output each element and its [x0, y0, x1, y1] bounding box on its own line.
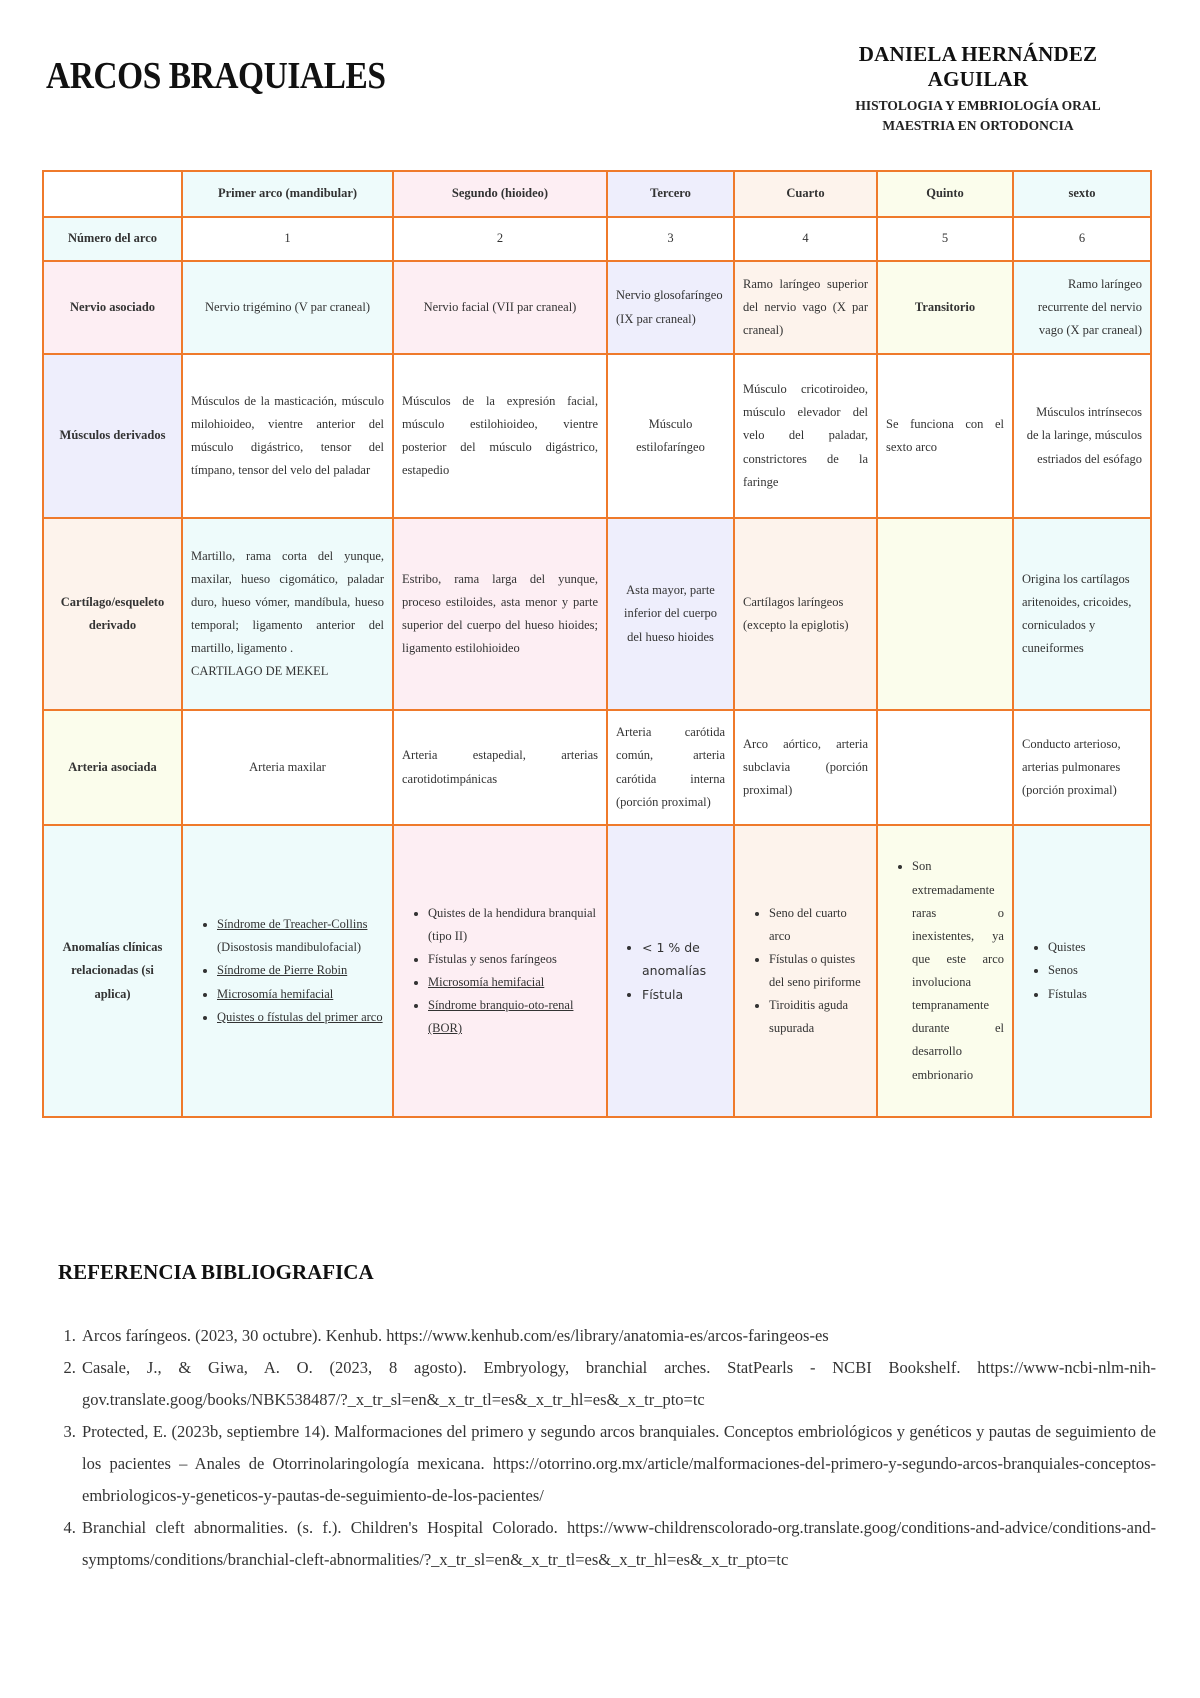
table-cell: Músculo cricotiroideo, músculo elevador del velo del paladar, constrictores de la faringe	[734, 354, 877, 518]
anomalies-list-second	[402, 902, 598, 1041]
table-cell: Músculo estilofaríngeo	[607, 354, 734, 518]
table-cell: Se funciona con el sexto arco	[877, 354, 1013, 518]
list-item: • Fístulas	[1048, 983, 1142, 1006]
table-cell: 6	[1013, 217, 1151, 261]
table-cell: Músculos intrínsecos de la laringe, músculos estriados del esófago	[1013, 354, 1151, 518]
table-cell: Cartílagos laríngeos (excepto la epiglotis)	[734, 518, 877, 710]
cartilage-text: Martillo, rama corta del yunque, maxilar, hueso cigomático, paladar duro, hueso vómer, mandíbula, hueso temporal; ligamento anterior del martillo, ligamento .	[191, 548, 384, 656]
program-name: MAESTRIA EN ORTODONCIA	[882, 118, 1074, 133]
reference-item: 4. Branchial cleft abnormalities. (s. f.). Children's Hospital Colorado. https://www-childrenscolorado-org.translate.goog/conditions-and-advice/conditions-and-symptoms/conditions/branchial-cleft-abnormalities/?_x_tr_sl=en&_x_tr_tl=es&_x_tr_hl=es&_x_tr_pto=tc	[80, 1512, 1156, 1576]
table-row	[43, 710, 1151, 825]
table-cell: Arteria carótida común, arteria carótida interna (porción proximal)	[607, 710, 734, 825]
row-label-arch-number: Número del arco	[43, 217, 182, 261]
table-cell: Nervio glosofaríngeo (IX par craneal)	[607, 261, 734, 354]
table-cell	[877, 825, 1013, 1117]
list-item: • Fístulas o quistes del seno piriforme	[769, 948, 868, 994]
row-label-nerve: Nervio asociado	[43, 261, 182, 354]
table-cell: Músculos de la expresión facial, músculo estilohioideo, vientre posterior del músculo digástrico, estapedio	[393, 354, 607, 518]
table-cell	[734, 825, 877, 1117]
table-row	[43, 518, 1151, 710]
header-fourth-arch: Cuarto	[734, 171, 877, 217]
anomalies-list-first	[191, 913, 384, 1029]
references-list	[62, 1320, 1156, 1576]
table-cell: 3	[607, 217, 734, 261]
list-item: • Son extremadamente raras o inexistentes, ya que este arco involuciona tempranamente durante el desarrollo embrionario	[912, 855, 1004, 1086]
list-item: • Quistes de la hendidura branquial (tipo II)	[428, 902, 598, 948]
page-title: ARCOS BRAQUIALES	[46, 55, 386, 97]
table-cell: Arteria maxilar	[182, 710, 393, 825]
table-cell: Músculos de la masticación, músculo milohioideo, vientre anterior del músculo digástrico, tensor del tímpano, tensor del velo del paladar	[182, 354, 393, 518]
table-row	[43, 825, 1151, 1117]
table-cell: Nervio facial (VII par craneal)	[393, 261, 607, 354]
reference-item: 3. Protected, E. (2023b, septiembre 14). Malformaciones del primero y segundo arcos branquiales. Conceptos embriológicos y genéticos y pautas de seguimiento de los pacientes – Anales de Otorrinolaringología mexicana. https://otorrino.org.mx/article/malformaciones-del-primero-y-segundo-arcos-branquiales-conceptos-embriologicos-y-geneticos-y-pautas-de-seguimiento-de-los-pacientes/	[80, 1416, 1156, 1512]
table-cell: Nervio trigémino (V par craneal)	[182, 261, 393, 354]
list-item: • Senos	[1048, 959, 1142, 982]
table-cell	[877, 518, 1013, 710]
header-first-arch: Primer arco (mandibular)	[182, 171, 393, 217]
table-cell	[1013, 825, 1151, 1117]
table-cell: Estribo, rama larga del yunque, proceso estiloides, asta menor y parte superior del cuerpo del hueso hioides; ligamento estilohioideo	[393, 518, 607, 710]
table-cell: Origina los cartílagos aritenoides, cricoides, corniculados y cuneiformes	[1013, 518, 1151, 710]
header-fifth-arch: Quinto	[877, 171, 1013, 217]
author-block	[808, 42, 1148, 134]
course-name: HISTOLOGIA Y EMBRIOLOGÍA ORAL	[855, 98, 1101, 113]
anomalies-list-fifth	[886, 855, 1004, 1086]
table-cell	[393, 825, 607, 1117]
table-cell: Conducto arterioso, arterias pulmonares (porción proximal)	[1013, 710, 1151, 825]
reference-item: 2. Casale, J., & Giwa, A. O. (2023, 8 agosto). Embryology, branchial arches. StatPearls - NCBI Bookshelf. https://www-ncbi-nlm-nih-gov.translate.goog/books/NBK538487/?_x_tr_sl=en&_x_tr_tl=es&_x_tr_hl=es&_x_tr_pto=tc	[80, 1352, 1156, 1416]
list-item: • Fístula	[642, 983, 725, 1006]
anomalies-list-third	[616, 936, 725, 1005]
header-second-arch: Segundo (hioideo)	[393, 171, 607, 217]
row-label-cartilage: Cartílago/esqueleto derivado	[43, 518, 182, 710]
anomalies-list-fourth	[743, 902, 868, 1041]
table-cell: Arco aórtico, arteria subclavia (porción proximal)	[734, 710, 877, 825]
table-row	[43, 217, 1151, 261]
table-cell: Arteria estapedial, arterias carotidotimpánicas	[393, 710, 607, 825]
header-third-arch: Tercero	[607, 171, 734, 217]
list-item: • < 1 % de anomalías	[642, 936, 725, 982]
table-row	[43, 261, 1151, 354]
table-cell	[182, 825, 393, 1117]
table-cell: 2	[393, 217, 607, 261]
branchial-arches-table	[42, 170, 1152, 1118]
table-cell: 1	[182, 217, 393, 261]
anomalies-list-sixth	[1022, 936, 1142, 1005]
table-cell	[182, 518, 393, 710]
list-item: • Síndrome branquio-oto-renal (BOR)	[428, 994, 598, 1040]
table-cell	[607, 825, 734, 1117]
row-label-anomalies: Anomalías clínicas relacionadas (si aplica)	[43, 825, 182, 1117]
list-item: • Síndrome de Treacher-Collins (Disostosis mandibulofacial)	[217, 913, 384, 959]
list-item: • Quistes	[1048, 936, 1142, 959]
reference-item: 1. Arcos faríngeos. (2023, 30 octubre). Kenhub. https://www.kenhub.com/es/library/anatomia-es/arcos-faringeos-es	[80, 1320, 1156, 1352]
table-cell: Ramo laríngeo recurrente del nervio vago (X par craneal)	[1013, 261, 1151, 354]
header-sixth-arch: sexto	[1013, 171, 1151, 217]
list-item: • Microsomía hemifacial	[428, 971, 598, 994]
table-header-row	[43, 171, 1151, 217]
list-item: • Fístulas y senos faríngeos	[428, 948, 598, 971]
row-label-muscles: Músculos derivados	[43, 354, 182, 518]
table-cell: Transitorio	[877, 261, 1013, 354]
list-item: • Quistes o fístulas del primer arco	[217, 1006, 384, 1029]
table-cell: Asta mayor, parte inferior del cuerpo del hueso hioides	[607, 518, 734, 710]
list-item: • Síndrome de Pierre Robin	[217, 959, 384, 982]
table-cell	[877, 710, 1013, 825]
list-item: • Seno del cuarto arco	[769, 902, 868, 948]
references-title: REFERENCIA BIBLIOGRAFICA	[58, 1260, 374, 1284]
table-cell: Ramo laríngeo superior del nervio vago (X par craneal)	[734, 261, 877, 354]
header-cell-empty	[43, 171, 182, 217]
author-name: DANIELA HERNÁNDEZ AGUILAR	[858, 42, 1098, 91]
list-item: • Microsomía hemifacial	[217, 983, 384, 1006]
list-item: • Tiroiditis aguda supurada	[769, 994, 868, 1040]
table-cell: 4	[734, 217, 877, 261]
table-cell: 5	[877, 217, 1013, 261]
cartilage-mekel: CARTILAGO DE MEKEL	[191, 664, 329, 679]
row-label-artery: Arteria asociada	[43, 710, 182, 825]
table-row	[43, 354, 1151, 518]
